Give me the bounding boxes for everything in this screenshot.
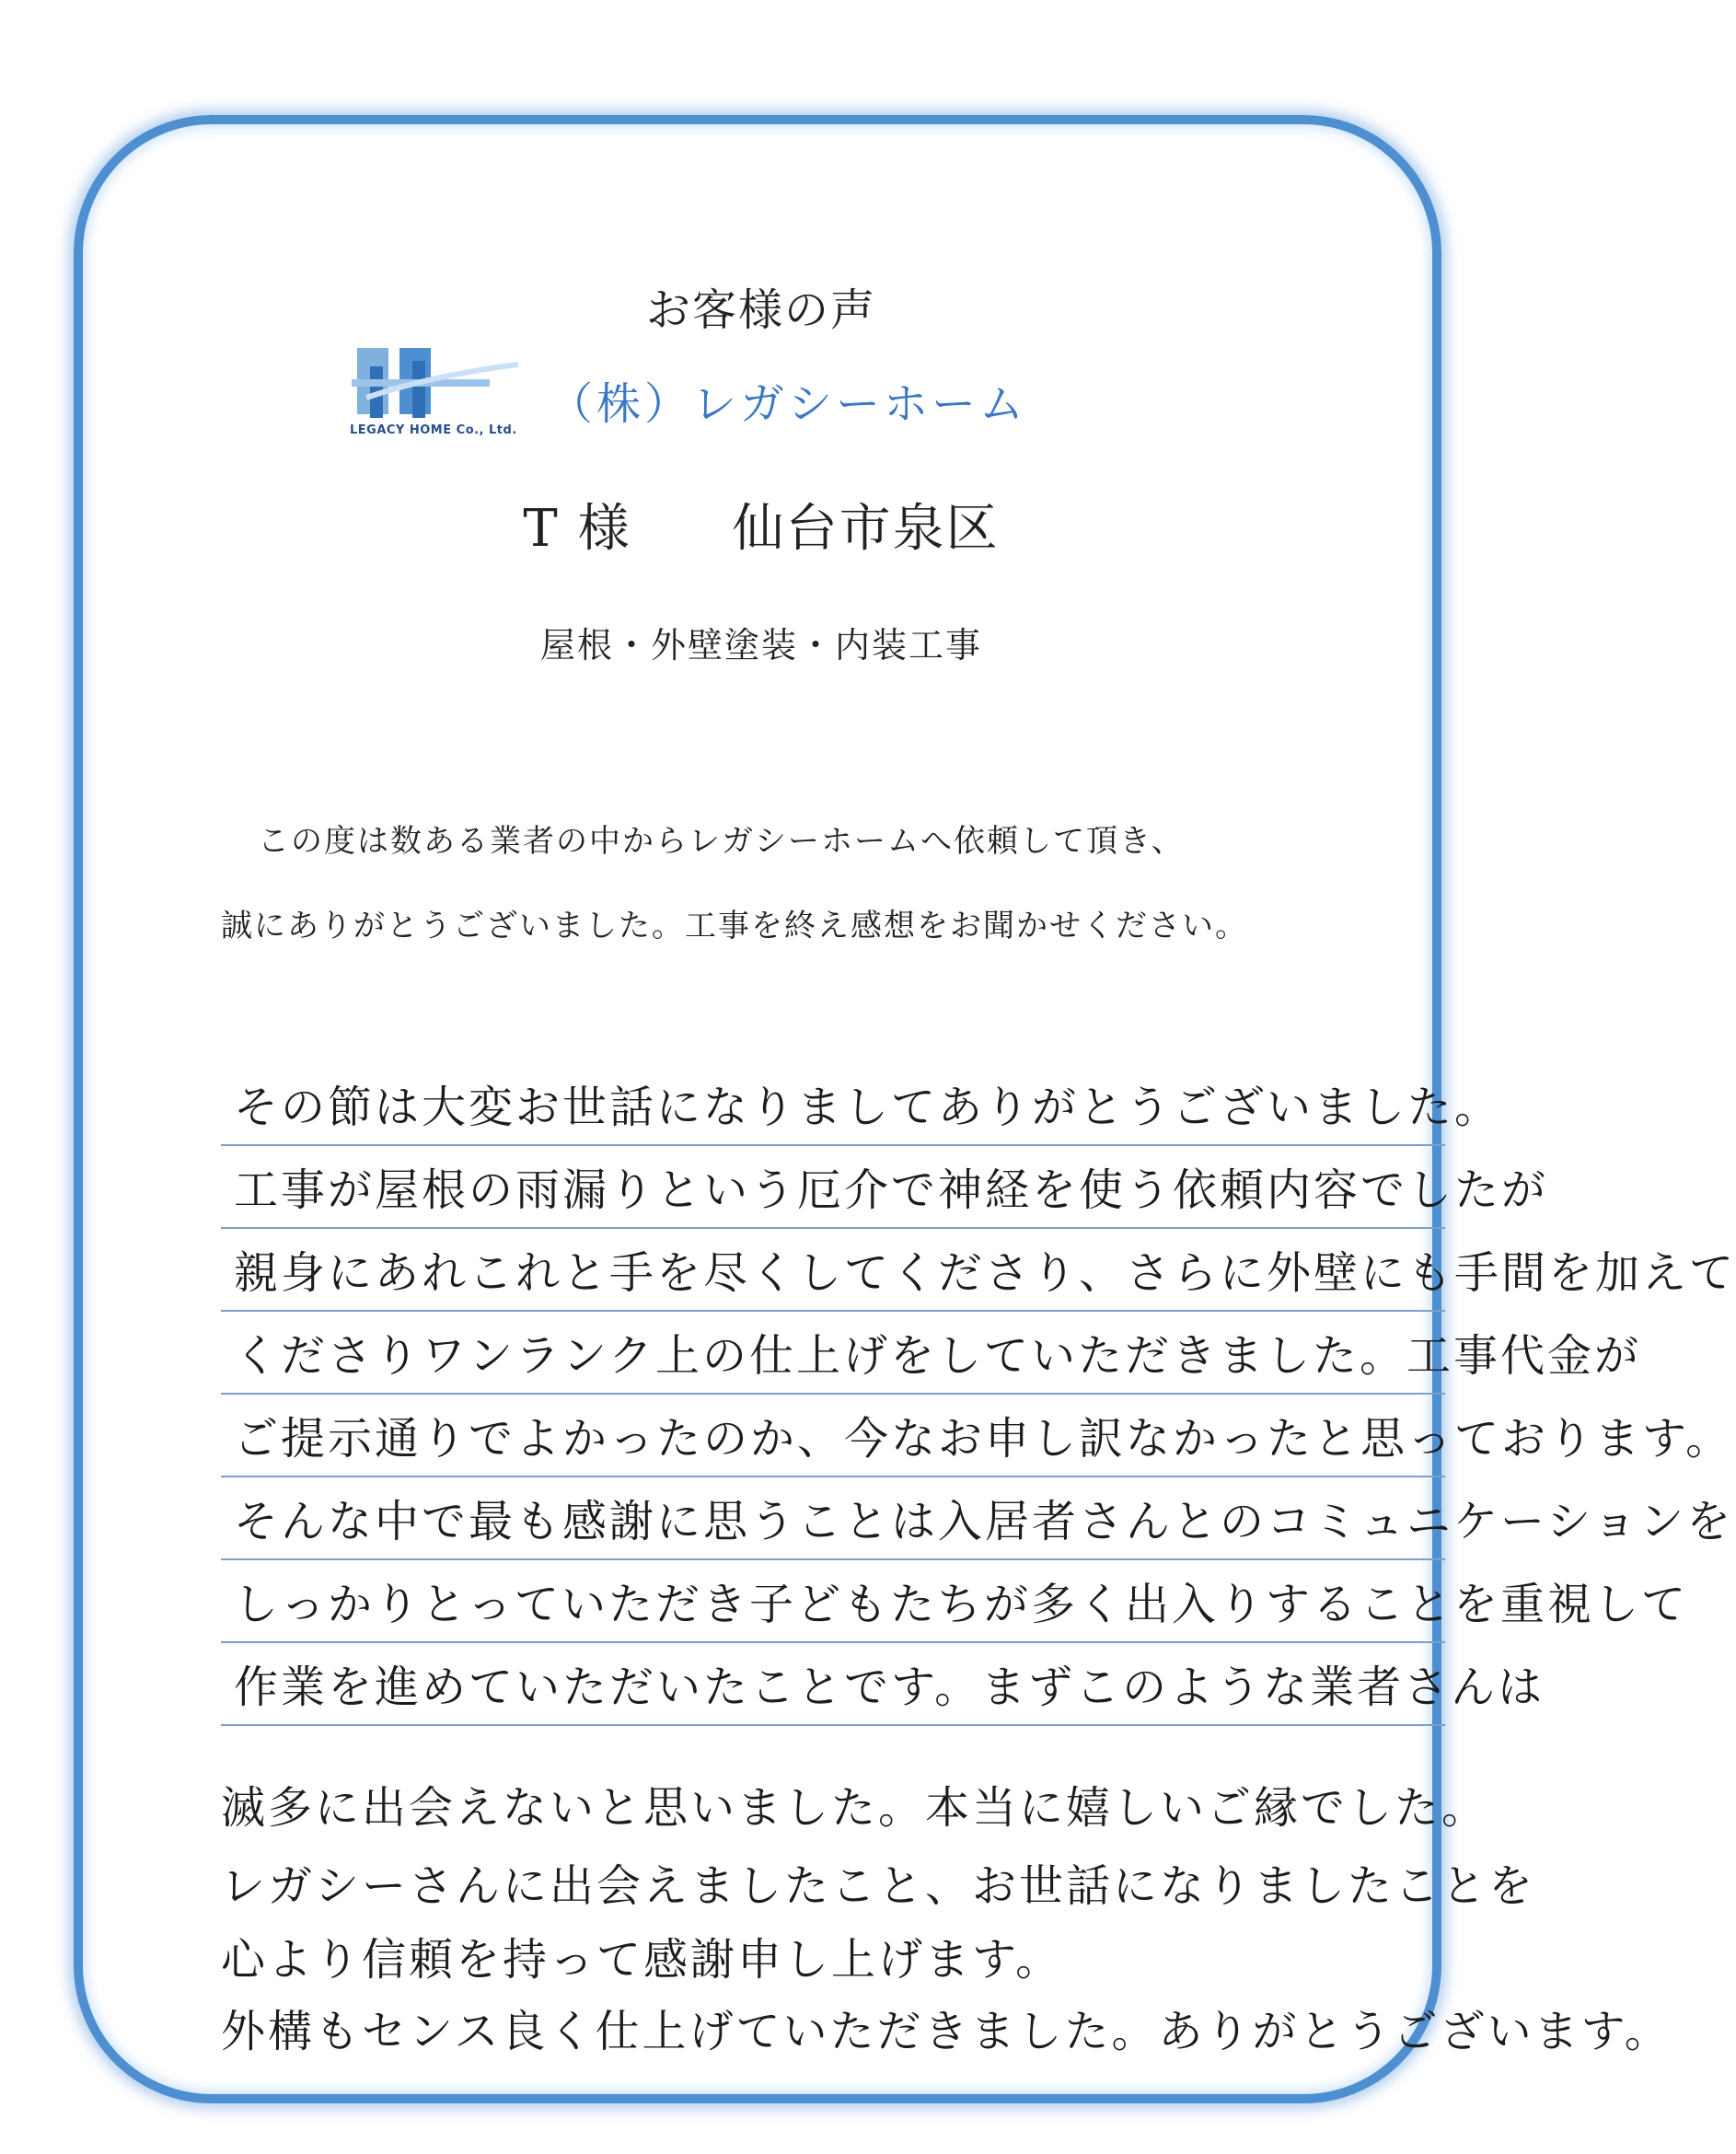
comment-text: しっかりとっていただき子どもたちが多く出入りすることを重視して [234, 1579, 1689, 1630]
comment-line [221, 1477, 1734, 1560]
comment-line [221, 1395, 1733, 1477]
comment-line [221, 1643, 1545, 1726]
intro-line: この度は数ある業者の中からレガシーホームへ依頼して頂き、 [258, 823, 1185, 860]
comment-text: 滅多に出会えないと思いました。本当に嬉しいご縁でした。 [221, 1782, 1489, 1834]
document-title: お客様の声 [645, 284, 876, 336]
comment-line [221, 1560, 1689, 1643]
customer-location: 仙台市泉区 [732, 499, 1000, 559]
customer-line [0, 488, 1522, 562]
comment-text: レガシーさんに出会えましたこと、お世話になりましたことを [221, 1860, 1536, 1912]
comment-text: ご提示通りでよかったのか、今なお申し訳なかったと思っております。 [234, 1413, 1733, 1465]
comment-text: 工事が屋根の雨漏りという厄介で神経を使う依頼内容でしたが [234, 1164, 1549, 1216]
comment-text: 親身にあれこれと手を尽くしてくださり、さらに外壁にも手間を加えて [234, 1247, 1736, 1299]
logo-caption: LEGACY HOME Co., Ltd. [350, 423, 517, 437]
work-type: 屋根・外壁塗装・内装工事 [539, 625, 982, 666]
comment-text: そんな中で最も感謝に思うことは入居者さんとのコミュニケーションを [234, 1496, 1734, 1547]
customer-name: T 様 [523, 499, 631, 559]
intro-text [221, 799, 1248, 968]
comment-line [221, 1312, 1642, 1395]
comment-text: くださりワンランク上の仕上げをしていただきました。工事代金が [234, 1330, 1642, 1382]
comment-text: その節は大変お世話になりましてありがとうございました。 [234, 1082, 1502, 1133]
handwritten-comment-area [221, 1063, 1736, 1726]
comment-line [221, 1063, 1502, 1146]
comment-text: 外構もセンス良く仕上げていただきました。ありがとうございます。 [221, 2006, 1672, 2057]
comment-line [221, 1229, 1736, 1312]
comment-text: 心より信頼を持って感謝申し上げます。 [221, 1934, 1063, 1986]
comment-text: 作業を進めていただいたことです。まずこのような業者さんは [234, 1662, 1545, 1713]
comment-line [221, 1146, 1549, 1229]
intro-line: 誠にありがとうございました。工事を終え感想をお聞かせください。 [221, 908, 1248, 944]
company-name: （株）レガシーホーム [549, 378, 1028, 430]
